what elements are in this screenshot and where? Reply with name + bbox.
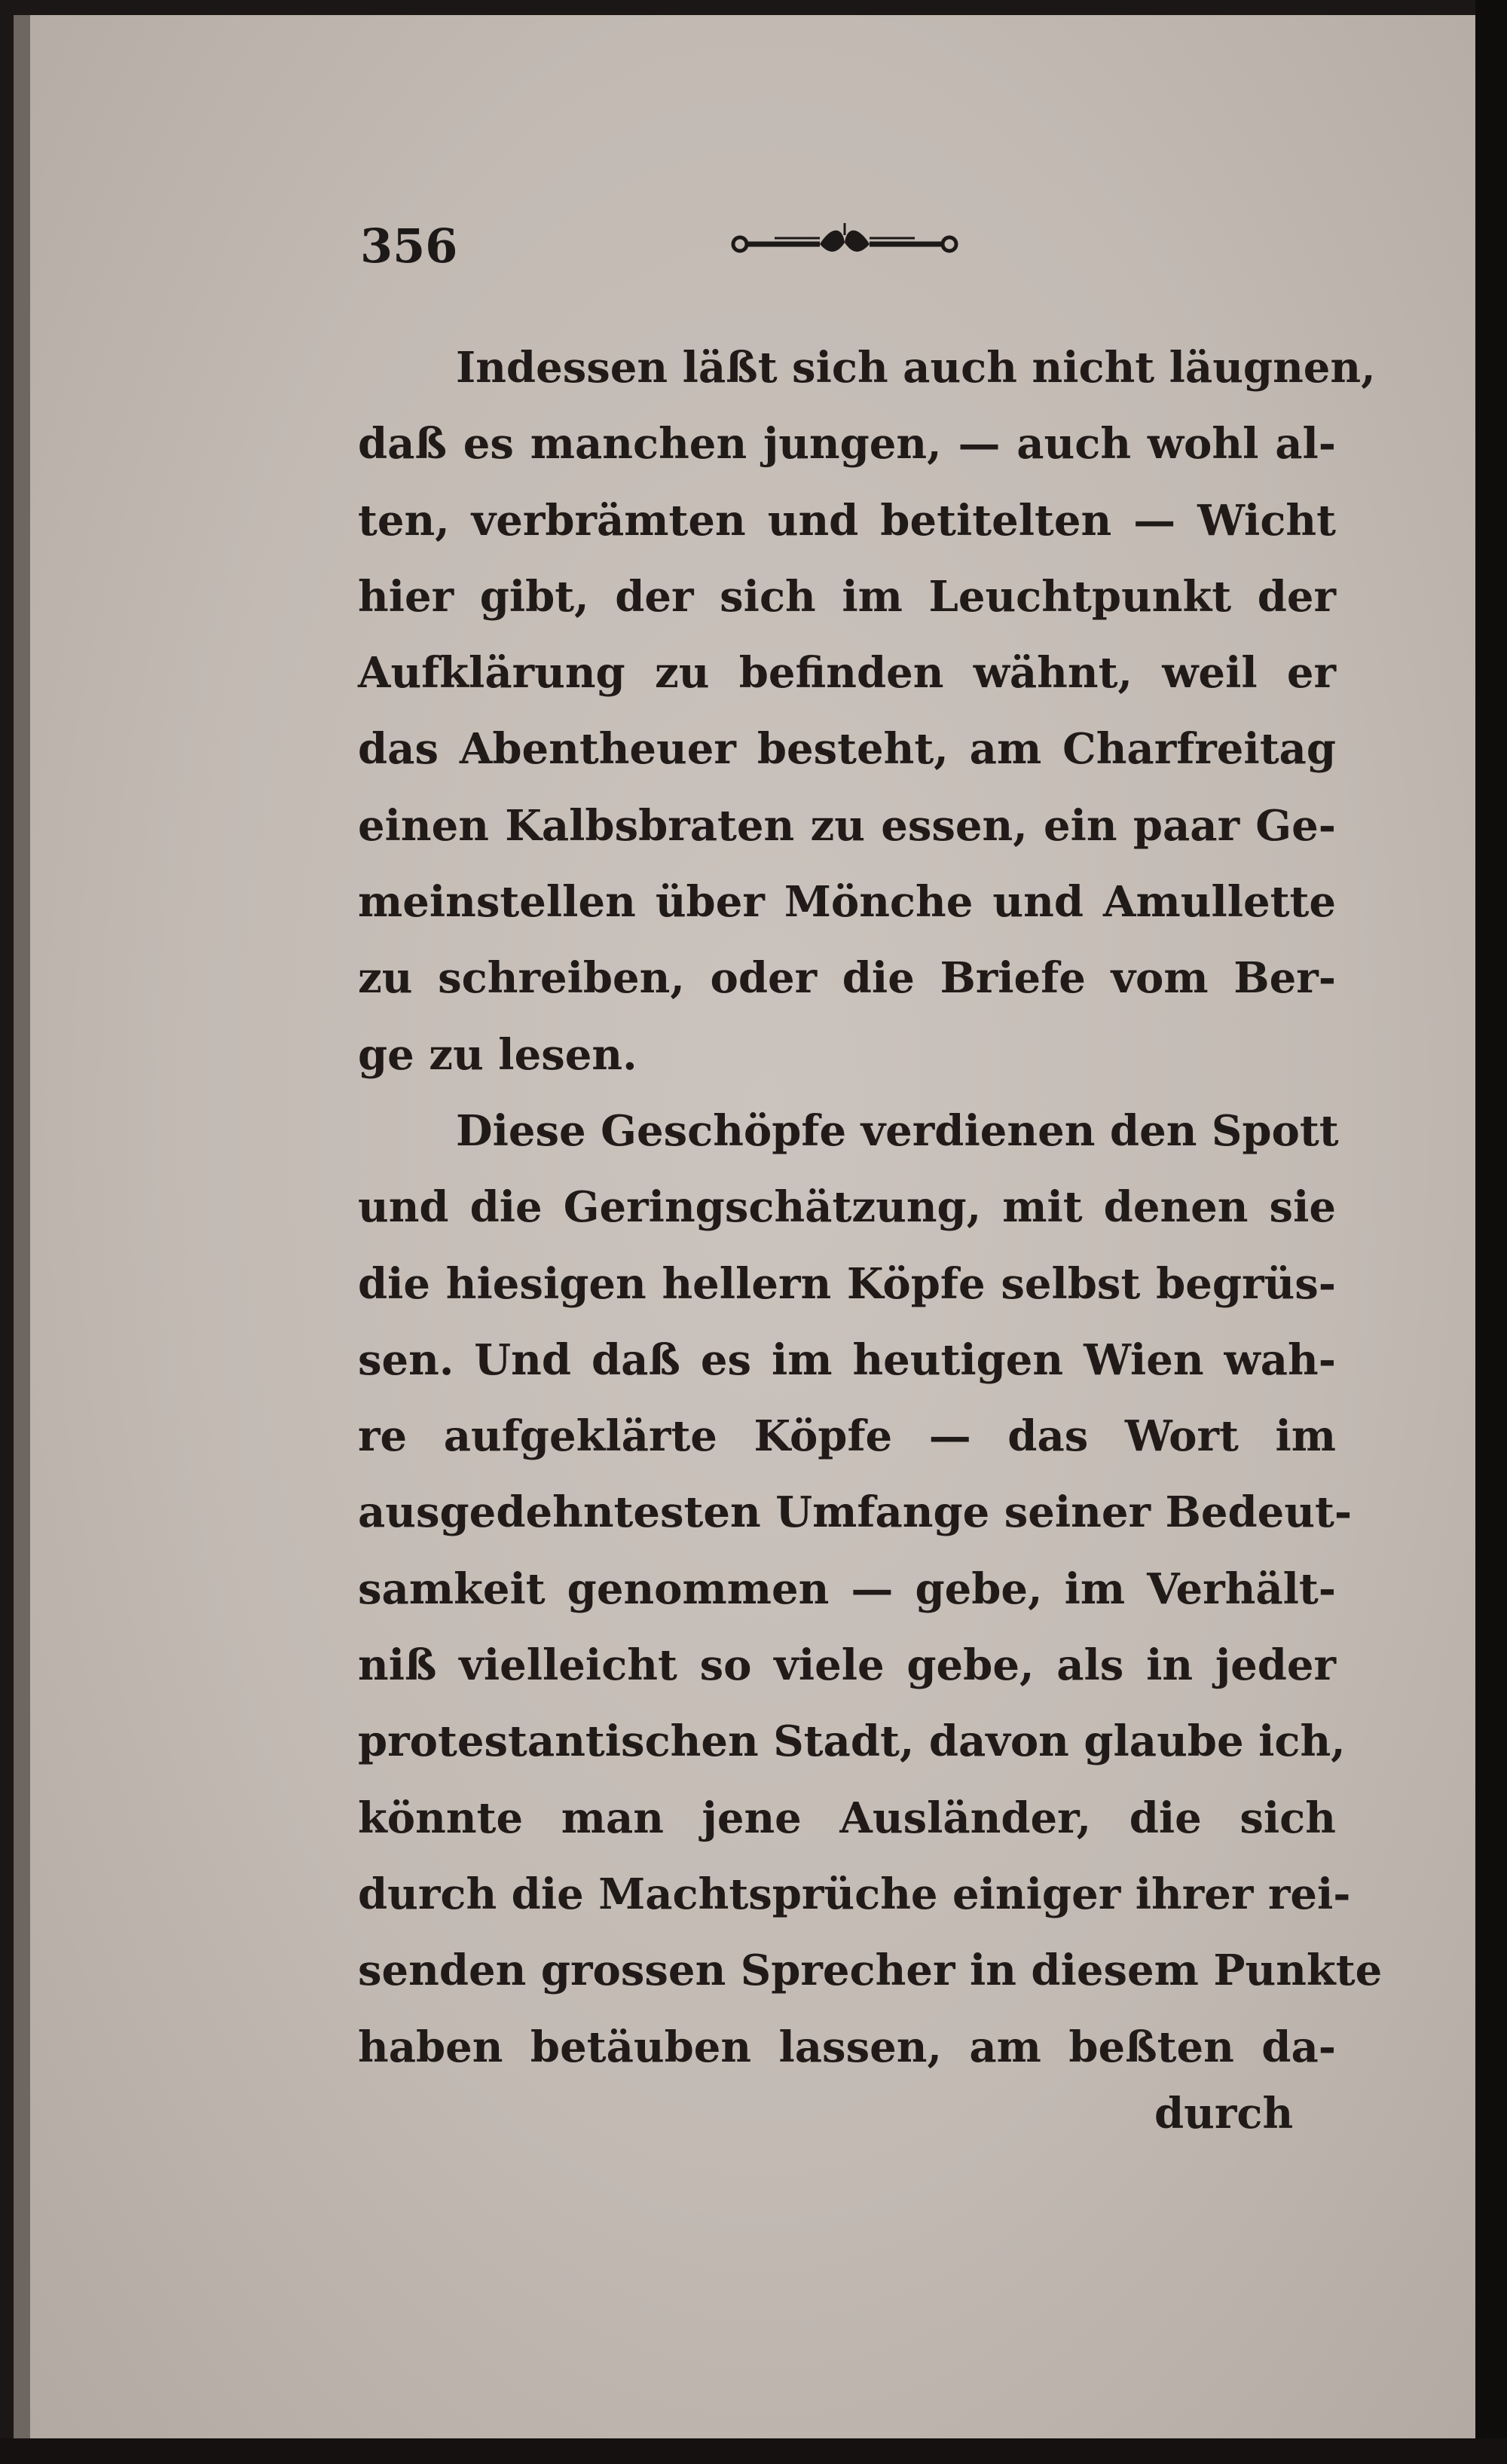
text-line: und die Geringschätzung, mit denen sie <box>358 1182 1336 1233</box>
text-line: ge zu lesen. <box>358 1029 637 1080</box>
text-line: meinstellen über Mönche und Amullette <box>358 877 1336 928</box>
text-line: niß vielleicht so viele gebe, als in jeder <box>358 1640 1336 1691</box>
text-line: könnte man jene Ausländer, die sich <box>358 1793 1336 1843</box>
text-line: durch die Machtsprüche einiger ihrer rei- <box>358 1869 1351 1919</box>
catchword: durch <box>1154 2089 1294 2138</box>
text-line: einen Kalbsbraten zu essen, ein paar Ge- <box>358 800 1336 851</box>
text-line: ausgedehntesten Umfange seiner Bedeut- <box>358 1487 1353 1538</box>
scan-border-right <box>1475 0 1507 2464</box>
text-line: senden grossen Sprecher in diesem Punkte <box>358 1946 1383 1996</box>
text-line: samkeit genommen — gebe, im Verhält- <box>358 1564 1336 1614</box>
text-line: Diese Geschöpfe verdienen den Spott <box>456 1105 1339 1156</box>
text-line: Indessen läßt sich auch nicht läugnen, <box>456 343 1376 393</box>
text-line: daß es manchen jungen, — auch wohl al- <box>358 419 1336 469</box>
text-line: das Abentheuer besteht, am Charfreitag <box>358 724 1336 775</box>
text-line: Aufklärung zu befinden wähnt, weil er <box>358 648 1336 699</box>
text-line: die hiesigen hellern Köpfe selbst begrüs- <box>358 1258 1336 1309</box>
header-ornament-icon <box>729 220 960 265</box>
text-line: ten, verbrämten und betitelten — Wicht <box>358 495 1336 546</box>
scan-border-bottom <box>0 2438 1507 2464</box>
text-line: haben betäuben lassen, am beßten da- <box>358 2022 1336 2072</box>
text-line: hier gibt, der sich im Leuchtpunkt der <box>358 571 1336 622</box>
text-line: protestantischen Stadt, davon glaube ich, <box>358 1717 1346 1767</box>
page-number: 356 <box>360 219 458 274</box>
text-line: zu schreiben, oder die Briefe vom Ber- <box>358 953 1336 1004</box>
text-line: sen. Und daß es im heutigen Wien wah- <box>358 1334 1336 1385</box>
body-text <box>358 330 1383 2086</box>
text-line: re aufgeklärte Köpfe — das Wort im <box>358 1411 1336 1462</box>
